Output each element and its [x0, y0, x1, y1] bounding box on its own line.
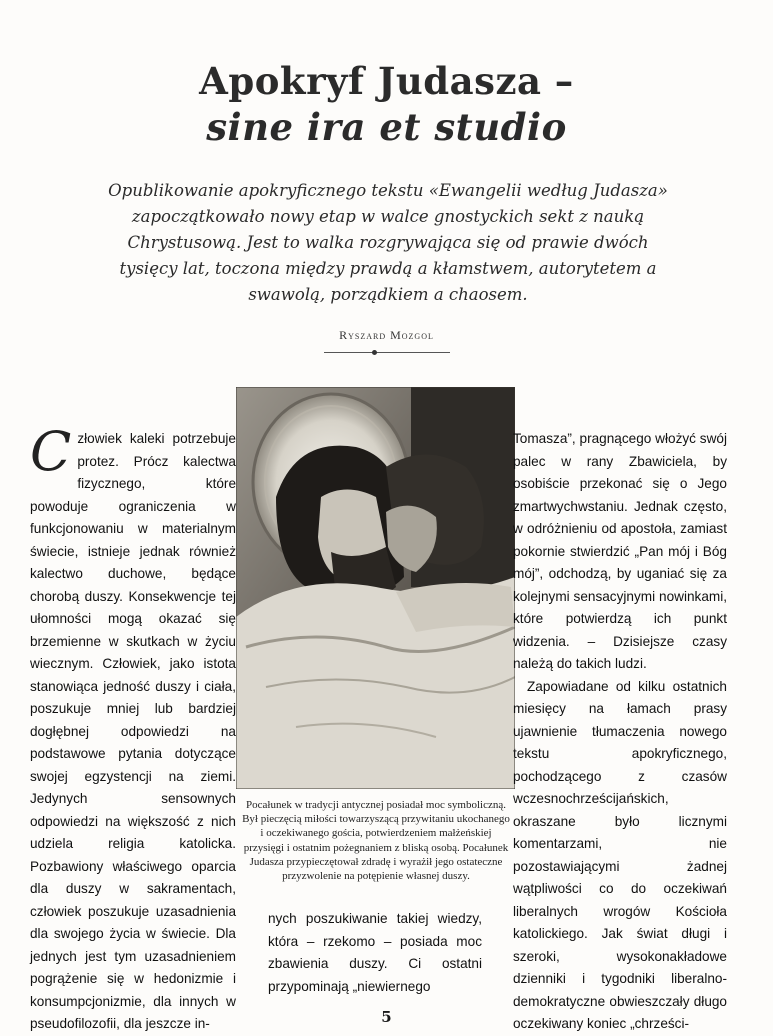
article-title	[0, 58, 773, 150]
column-3	[513, 428, 727, 1036]
kiss-of-judas-image	[236, 387, 515, 789]
title-line-2: sine ira et studio	[206, 105, 567, 149]
page-number: 5	[381, 1008, 392, 1026]
lead-paragraph: Opublikowanie apokryficznego tekstu «Ewangelii według Judasza» zapoczątkowało nowy etap w walce gnostyckich sekt z nauką Chrystusową. Jest to walka rozgrywająca się od prawie dwóch tysięcy lat, toczona między prawdą a kłamstwem, autorytetem a swawolą, porządkiem a chaosem.	[108, 181, 668, 304]
column-2-text: nych poszukiwanie takiej wiedzy, która – rzekomo – posiada moc zbawienia duszy. Ci ostatni przypominają „niewiernego	[268, 911, 482, 994]
column-3-paragraph-2: Zapowiadane od kilku ostatnich miesięcy na łamach prasy ujawnienie tłumaczenia nowego tekstu apokryficznego, pochodzącego z czasów wczesnochrześcijańskich, okraszane było licznymi komentarzami, nie pozostawiającymi żadnej wątpliwości co do oczekiwań liberalnych wrogów Kościoła katolickiego. Jak świat długi i szeroki, wysokonakładowe dzienniki i tygodniki liberalno-demokratyczne obwieszczały długo oczekiwany koniec „chrześci-	[513, 678, 727, 1031]
column-1	[30, 420, 236, 1036]
title-line-1: Apokryf Judasza –	[199, 59, 574, 103]
article-photo	[236, 387, 515, 789]
author-divider	[324, 352, 450, 353]
column-1-text: złowiek kaleki potrzebuje protez. Prócz kalectwa fizycznego, które powoduje ograniczenia w funkcjonowaniu w materialnym świecie, istnieje jednak również kalectwo duchowe, będące chorobą duszy. Konsekwencje tej ułomności mogą okazać się brzemienne w skutkach w życiu wiecznym. Człowiek, jako istota stanowiąca jedność duszy i ciała, poszukuje mniej lub bardziej dogłębnej odpowiedzi na podstawowe pytania dotyczące swojej egzystencji na ziemi. Jedynych sensownych odpowiedzi na większość z nich udziela religia katolicka. Pozbawiony właściwego oparcia dla duszy w sakramentach, człowiek poszukuje uzasadnienia dla swojego życia w świecie. Dla jednych jest tym uzasadnieniem pogrążenie się w hedonizmie i konsumpcjonizmie, dla innych w pseudofilozofii, dla jeszcze in-	[30, 431, 236, 1031]
drop-cap: C	[30, 420, 72, 483]
author-byline: Ryszard Mozgol	[339, 328, 434, 342]
column-3-paragraph-1: Tomasza”, pragnącego włożyć swój palec w rany Zbawiciela, by osobiście przekonać się o Jego zmartwychwstaniu. Jednak często, w odróżnieniu od apostoła, zamiast pokornie stwierdzić „Pan mój i Bóg mój”, odchodzą, by uganiać się za kolejnymi sensacyjnymi nowinkami, które potwierdzą ich punkt widzenia. – Dzisiejsze czasy należą do takich ludzi.	[513, 431, 727, 671]
author-divider-dot	[372, 350, 377, 355]
photo-caption: Pocałunek w tradycji antycznej posiadał moc symboliczną. Był pieczęcią miłości towarzyszącą przywitaniu ukochanego i oczekiwanego gościa, potwierdzeniem małżeńskiej przysięgi i ostatnim pożegnaniem z bliską osobą. Pocałunek Judasza przypieczętował zdradę i wyrażił jego ostateczne przyzwolenie na potępienie własnej duszy.	[242, 799, 510, 883]
column-2	[268, 908, 482, 998]
